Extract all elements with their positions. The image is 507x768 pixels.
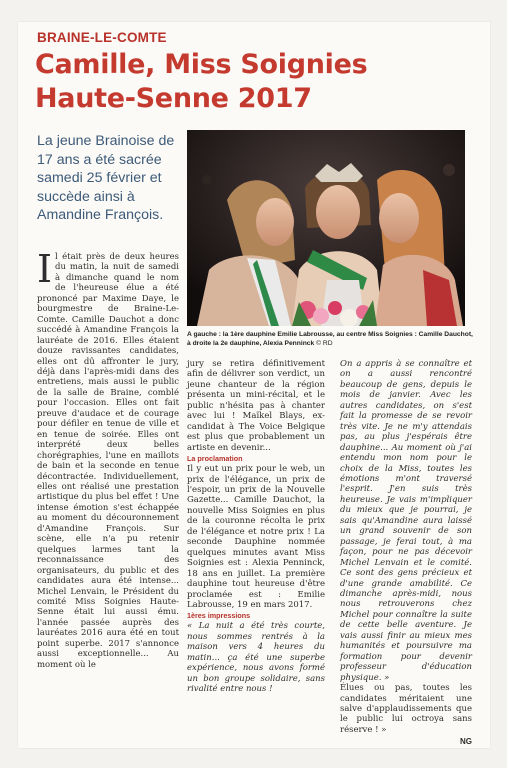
caption-text: A gauche : la 1ère dauphine Emilie Labrousse, au centre Miss Soignies : Camille Dauchot, à droite la 2e dauphine, Alexia Penninck — [187, 331, 473, 347]
column-3-paragraph: Élues ou pas, toutes les candidates méritaient une salve d'applaudissements que le public lui octroya sans réserve ! » — [340, 683, 472, 735]
article-headline: Camille, Miss Soignies Haute-Senne 2017 — [35, 49, 368, 114]
column-2-paragraph-2: Il y eut un prix pour le web, un prix de l'élégance, un prix de l'espoir, un prix de la Nouvelle Gazette... Camille Dauchot, la nouvelle Miss Soignies en plus de la couronne récolta le prix de l'élégance et notre prix ! La seconde Dauphine nommée quelques minutes avant Miss Soignies est : Alexia Penninck, 18 ans en juillet. La première dauphine tout heureuse d'être proclamée est : Emilie Labrousse, 19 en mars 2017. — [187, 464, 325, 610]
column-2-paragraph-1: jury se retira définitivement afin de délivrer son verdict, un jeune chanteur de la région présenta un mini-récital, et le public n'hésita pas à chanter avec lui ! Maïkel Blays, ex-candidat à The Voice Belgique est plus que probablement un artiste en devenir... — [187, 359, 325, 453]
subheading-proclamation: La proclamation — [187, 454, 243, 464]
column-3-quote: On a appris à se connaître et on a aussi rencontré beaucoup de gens, depuis le mois de janvier. Avec les autres candidates, on s'est fait la promesse de se revoir très vite. Je ne m'y attendais pas, au plus j'espérais être dauphine... Au moment où j'ai entendu mon nom pour le choix de la Miss, toutes les émotions m'ont traversé l'esprit. J'en suis très heureuse. Je vais m'impliquer du mieux que je pourrai, je sais qu'Amandine aura laissé un grand souvenir de son passage, je ferai tout, à ma façon, pour ne pas décevoir Michel Lenvain et le comité. Ce sont des gens précieux et d'une grande amabilité. Ce dimanche après-midi, nous nous retrouverons chez Michel pour connaître la suite de cette belle aventure. Je vais aussi finir au mieux mes humanités et poursuivre ma formation pour devenir professeur d'éducation physique. » — [340, 359, 472, 683]
article-column-1 — [37, 247, 179, 670]
article-photo — [187, 130, 465, 326]
column-1-text: l était près de deux heures du matin, la nuit de samedi à dimanche quand le nom de l'heureuse élue a été prononcé par Maxime Daye, le bourgmestre de Braine-Le-Comte. Camille Dauchot a donc succédé à Amandine François la lauréate de 2016. Elles étaient douze ravissantes candidates, elles ont dû affronter le jury, déjà dans l'après-midi dans des entretiens, mais aussi le public de la salle de Braine, comblé pour l'occasion. Elles ont fait preuve d'audace et de courage pour défiler en tenue de ville et en tenue de soirée. Elles ont interprété deux belles chorégraphies, l'une en maillots de bain et la seconde en tenue décontractée. Individuellement, elles ont réalisé une prestation artistique du plus bel effet ! Une intense émotion s'est échappée au moment du découronnement d'Amandine François. Sur scène, elle n'a pu retenir quelques larmes tant la reconnaissance des organisateurs, du public et des candidates aura été intense... Michel Lenvain, le Président du comité Miss Soignies Haute-Senne était lui aussi ému. l'année passée auprès des lauréates 2016 aura été en tout point superbe. 2017 s'annonce aussi exceptionnelle... Au moment où le — [37, 252, 179, 670]
author-signature: NG — [460, 737, 472, 747]
photo-caption — [187, 330, 473, 348]
drop-cap: I — [37, 247, 53, 291]
photo-credit: © RD — [316, 340, 333, 347]
column-2-quote: « La nuit a été très courte, nous sommes rentrés à la maison vers 4 heures du matin... ça été une superbe expérience, nous avons formé un bon groupe solidaire, sans rivalité entre nous ! — [187, 621, 325, 695]
article-column-3 — [340, 359, 472, 748]
subheading-impressions: 1ères impressions — [187, 611, 251, 621]
photo-illustration — [187, 130, 465, 326]
section-kicker: BRAINE-LE-COMTE — [37, 30, 167, 45]
article-lead: La jeune Brainoise de 17 ans a été sacrée samedi 25 février et succède ainsi à Amandine François. — [37, 133, 175, 223]
article-column-2 — [187, 359, 325, 695]
